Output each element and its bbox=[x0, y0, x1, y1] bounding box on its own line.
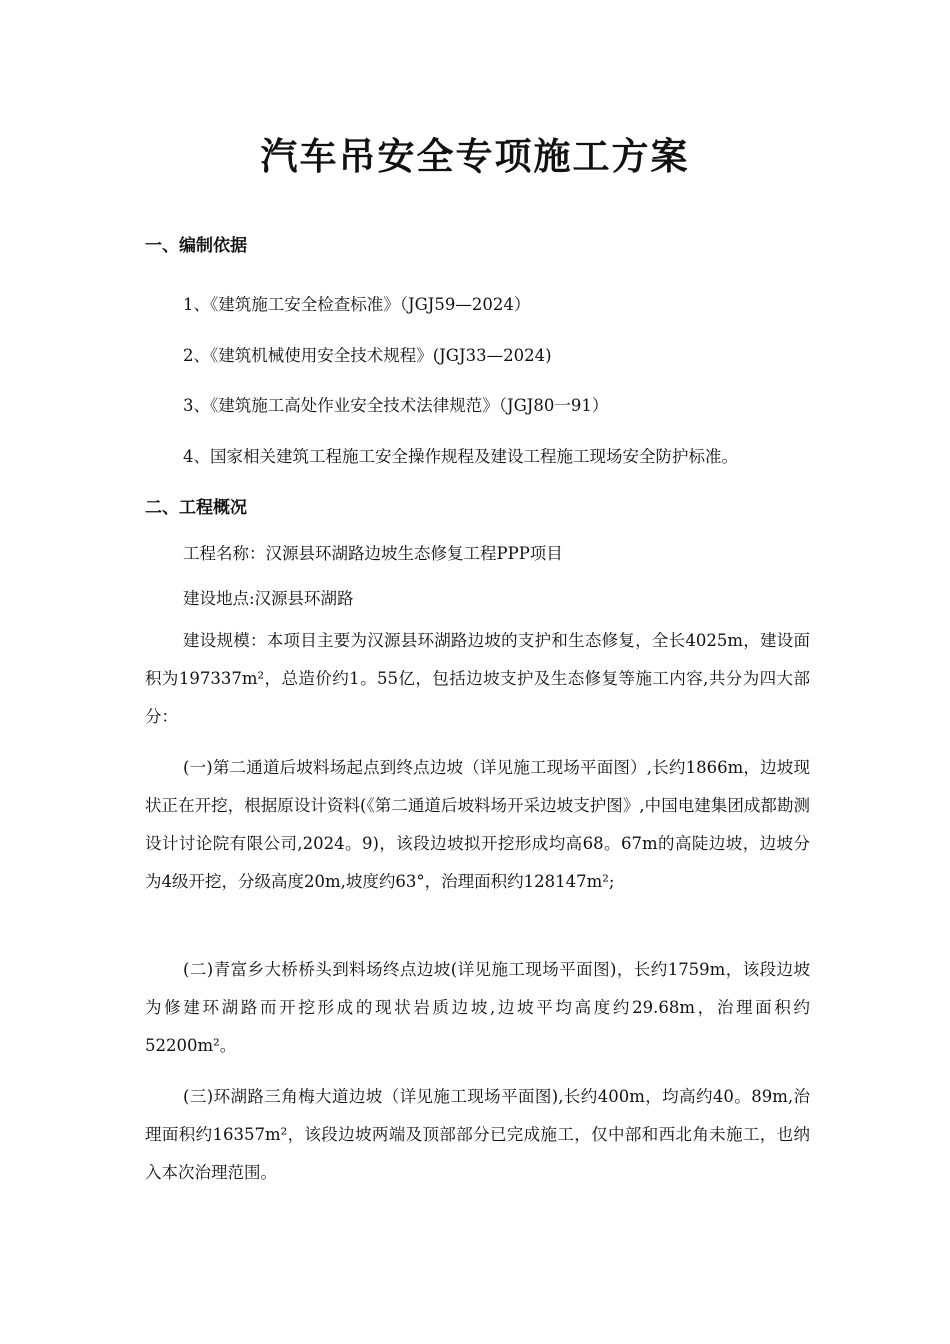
project-name: 工程名称：汉源县环湖路边坡生态修复工程PPP项目 bbox=[183, 544, 563, 563]
project-location: 建设地点:汉源县环湖路 bbox=[183, 589, 354, 608]
section-heading-overview: 二、工程概况 bbox=[145, 498, 247, 518]
basis-item-3: 3、《建筑施工高处作业安全技术法律规范》（JGJ80一91） bbox=[183, 396, 609, 415]
section-heading-basis: 一、编制依据 bbox=[145, 236, 247, 256]
part-three-paragraph: (三)环湖路三角梅大道边坡（详见施工现场平面图),长约400m，均高约40。89m,治理面积约16357m²，该段边坡两端及顶部部分已完成施工，仅中部和西北角未施工，也纳入本次治理范围。 bbox=[145, 1087, 810, 1182]
basis-item-2: 2、《建筑机械使用安全技术规程》(JGJ33—2024) bbox=[183, 346, 552, 365]
part-one-paragraph: (一)第二通道后坡料场起点到终点边坡（详见施工现场平面图）,长约1866m，边坡现状正在开挖，根据原设计资料(《第二通道后坡料场开采边坡支护图》,中国电建集团成都勘测设计讨论院有限公司,2024。9)，该段边坡拟开挖形成均高68。67m的高陡边坡，边坡分为4级开挖，分级高度20m,坡度约63°，治理面积约128147m²; bbox=[145, 758, 810, 891]
project-scale-paragraph: 建设规模：本项目主要为汉源县环湖路边坡的支护和生态修复，全长4025m，建设面积为197337m²，总造价约1。55亿，包括边坡支护及生态修复等施工内容,共分为四大部分： bbox=[145, 631, 810, 726]
basis-item-4: 4、国家相关建筑工程施工安全操作规程及建设工程施工现场安全防护标准。 bbox=[183, 447, 738, 466]
part-two-paragraph: (二)青富乡大桥桥头到料场终点边坡(详见施工现场平面图)，长约1759m，该段边坡为修建环湖路而开挖形成的现状岩质边坡,边坡平均高度约29.68m，治理面积约52200m²。 bbox=[145, 960, 810, 1055]
page-title: 汽车吊安全专项施工方案 bbox=[260, 134, 690, 178]
basis-item-1: 1、《建筑施工安全检查标准》（JGJ59—2024） bbox=[183, 295, 531, 314]
